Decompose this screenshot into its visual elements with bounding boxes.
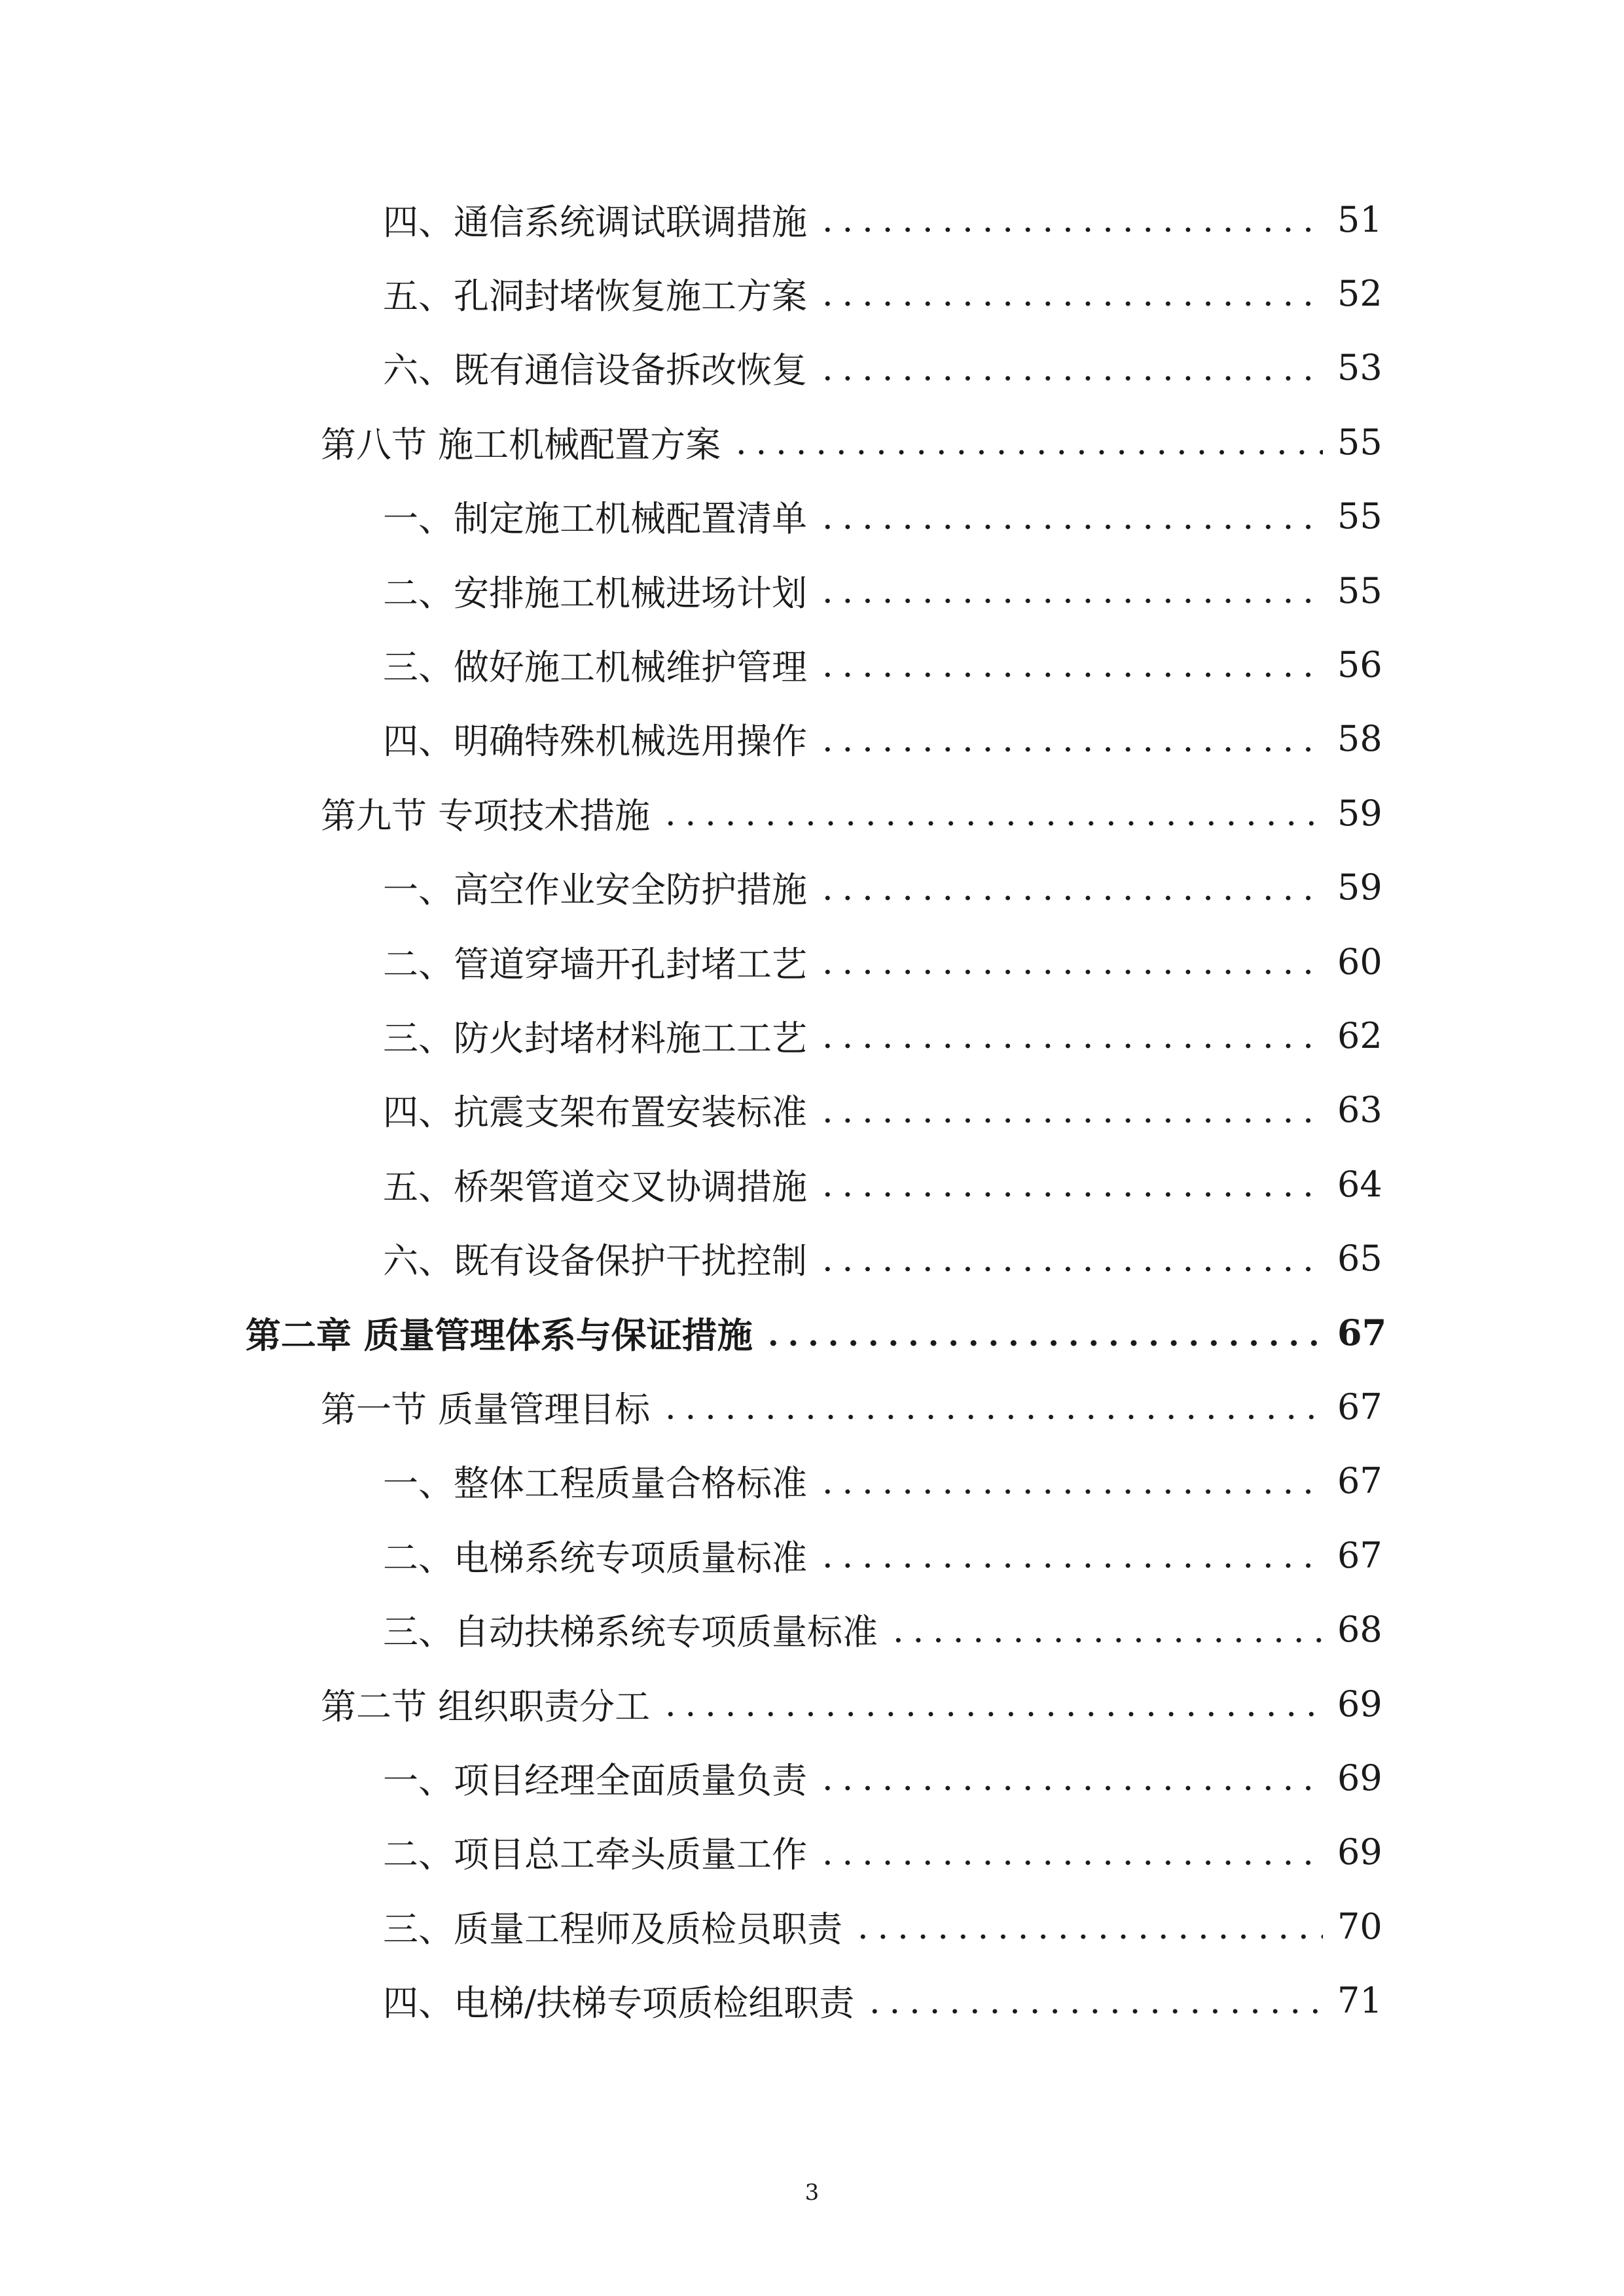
toc-entry[interactable] — [383, 1155, 1624, 1213]
toc-dot-leader — [660, 1711, 1323, 1717]
toc-entry-page: 67 — [1337, 1386, 1382, 1427]
toc-entry-page: 56 — [1337, 643, 1382, 685]
toc-entry[interactable] — [383, 190, 1624, 249]
toc-entry-title: 六、既有设备保护干扰控制 — [383, 1240, 807, 1282]
toc-entry-page: 58 — [1337, 718, 1382, 760]
toc-entry-page: 68 — [1337, 1609, 1382, 1651]
toc-dot-leader — [731, 449, 1323, 456]
toc-entry-page: 65 — [1337, 1238, 1382, 1280]
toc-dot-leader — [853, 1933, 1323, 1940]
toc-entry[interactable] — [383, 561, 1624, 620]
toc-entry-page: 51 — [1337, 198, 1382, 240]
toc-dot-leader — [660, 1414, 1323, 1420]
toc-entry[interactable] — [383, 1229, 1624, 1288]
toc-dot-leader — [818, 969, 1323, 975]
toc-entry-title: 四、电梯/扶梯专项质检组职责 — [383, 1982, 855, 2024]
toc-entry-page: 55 — [1337, 495, 1382, 537]
toc-entry-title: 五、桥架管道交叉协调措施 — [383, 1166, 807, 1208]
toc-entry-title: 第二节 组织职责分工 — [321, 1685, 651, 1727]
toc-entry-page: 69 — [1337, 1831, 1382, 1873]
toc-dot-leader — [660, 820, 1323, 827]
toc-entry-page: 67 — [1337, 1460, 1382, 1502]
toc-entry-page: 52 — [1337, 272, 1382, 314]
toc-entry-page: 55 — [1337, 569, 1382, 611]
toc-dot-leader — [818, 300, 1323, 307]
toc-entry[interactable] — [383, 264, 1624, 323]
toc-dot-leader — [818, 1859, 1323, 1866]
toc-entry[interactable] — [383, 1971, 1624, 2030]
toc-entry[interactable] — [383, 487, 1624, 546]
toc-entry-page: 69 — [1337, 1683, 1382, 1725]
toc-entry-title: 六、既有通信设备拆改恢复 — [383, 350, 807, 391]
toc-entry-title: 三、防火封堵材料施工工艺 — [383, 1017, 807, 1059]
toc-dot-leader — [818, 524, 1323, 530]
toc-entry-title: 三、自动扶梯系统专项质量标准 — [383, 1611, 878, 1653]
toc-entry-page: 59 — [1337, 867, 1382, 908]
toc-entry-page: 63 — [1337, 1089, 1382, 1131]
toc-entry[interactable] — [383, 635, 1624, 694]
toc-dot-leader — [763, 1340, 1323, 1346]
toc-dot-leader — [818, 1043, 1323, 1049]
toc-dot-leader — [888, 1637, 1323, 1643]
toc-dot-leader — [818, 895, 1323, 901]
toc-entry-title: 一、项目经理全面质量负责 — [383, 1759, 807, 1801]
toc-dot-leader — [818, 598, 1323, 604]
toc-entry[interactable] — [383, 338, 1624, 397]
toc-dot-leader — [818, 746, 1323, 753]
toc-entry[interactable] — [383, 1081, 1624, 1139]
toc-entry-title: 三、做好施工机械维护管理 — [383, 646, 807, 688]
toc-entry-page: 59 — [1337, 792, 1382, 834]
toc-entry-title: 五、孔洞封堵恢复施工方案 — [383, 275, 807, 317]
toc-entry-page: 67 — [1337, 1534, 1382, 1576]
page-number: 3 — [804, 2179, 820, 2206]
toc-entry-title: 四、明确特殊机械选用操作 — [383, 721, 807, 762]
toc-entry[interactable] — [383, 1823, 1624, 1882]
toc-entry-title: 第八节 施工机械配置方案 — [321, 423, 721, 465]
toc-entry-title: 二、安排施工机械进场计划 — [383, 572, 807, 614]
toc-entry[interactable] — [383, 858, 1624, 917]
toc-entry[interactable] — [321, 1674, 1624, 1733]
toc-entry-title: 二、电梯系统专项质量标准 — [383, 1537, 807, 1579]
toc-entry-title: 四、抗震支架布置安装标准 — [383, 1092, 807, 1134]
toc-entry[interactable] — [383, 932, 1624, 991]
toc-entry[interactable] — [383, 1526, 1624, 1585]
toc-dot-leader — [818, 672, 1323, 678]
toc-entry[interactable] — [383, 1748, 1624, 1807]
toc-entry-page: 62 — [1337, 1014, 1382, 1056]
toc-entry[interactable] — [321, 783, 1624, 842]
toc-dot-leader — [818, 226, 1323, 233]
toc-entry[interactable] — [383, 1600, 1624, 1659]
toc-entry[interactable] — [321, 412, 1624, 471]
toc-entry-title: 一、整体工程质量合格标准 — [383, 1463, 807, 1505]
toc-entry-title: 二、项目总工牵头质量工作 — [383, 1834, 807, 1876]
toc-dot-leader — [818, 1266, 1323, 1272]
toc-entry[interactable] — [383, 1452, 1624, 1511]
toc-entry-page: 64 — [1337, 1163, 1382, 1205]
toc-entry-title: 三、质量工程师及质检员职责 — [383, 1908, 842, 1950]
toc-dot-leader — [818, 1117, 1323, 1124]
toc-entry-title: 第九节 专项技术措施 — [321, 795, 651, 836]
toc-entry-page: 60 — [1337, 941, 1382, 982]
toc-entry-page: 70 — [1337, 1905, 1382, 1947]
toc-dot-leader — [818, 1785, 1323, 1791]
toc-dot-leader — [865, 2008, 1323, 2015]
toc-dot-leader — [818, 1562, 1323, 1569]
toc-entry[interactable] — [383, 1006, 1624, 1065]
toc-entry[interactable] — [321, 1377, 1624, 1436]
toc-entry-page: 71 — [1337, 1980, 1382, 2022]
toc-entry-title: 四、通信系统调试联调措施 — [383, 201, 807, 243]
toc-dot-leader — [818, 1488, 1323, 1495]
toc-entry-page: 55 — [1337, 421, 1382, 463]
toc-entry-page: 53 — [1337, 347, 1382, 389]
toc-entry-page: 69 — [1337, 1757, 1382, 1799]
toc-entry[interactable] — [245, 1303, 1624, 1362]
toc-dot-leader — [818, 1191, 1323, 1198]
toc-entry-title: 第二章 质量管理体系与保证措施 — [245, 1314, 753, 1356]
toc-entry-title: 第一节 质量管理目标 — [321, 1388, 651, 1430]
toc-entry[interactable] — [383, 1897, 1624, 1956]
toc-entry-title: 一、高空作业安全防护措施 — [383, 869, 807, 911]
toc-dot-leader — [818, 375, 1323, 382]
toc-entry-page: 67 — [1337, 1312, 1387, 1354]
toc-entry-title: 二、管道穿墙开孔封堵工艺 — [383, 943, 807, 985]
toc-entry-title: 一、制定施工机械配置清单 — [383, 498, 807, 540]
toc-entry[interactable] — [383, 709, 1624, 768]
